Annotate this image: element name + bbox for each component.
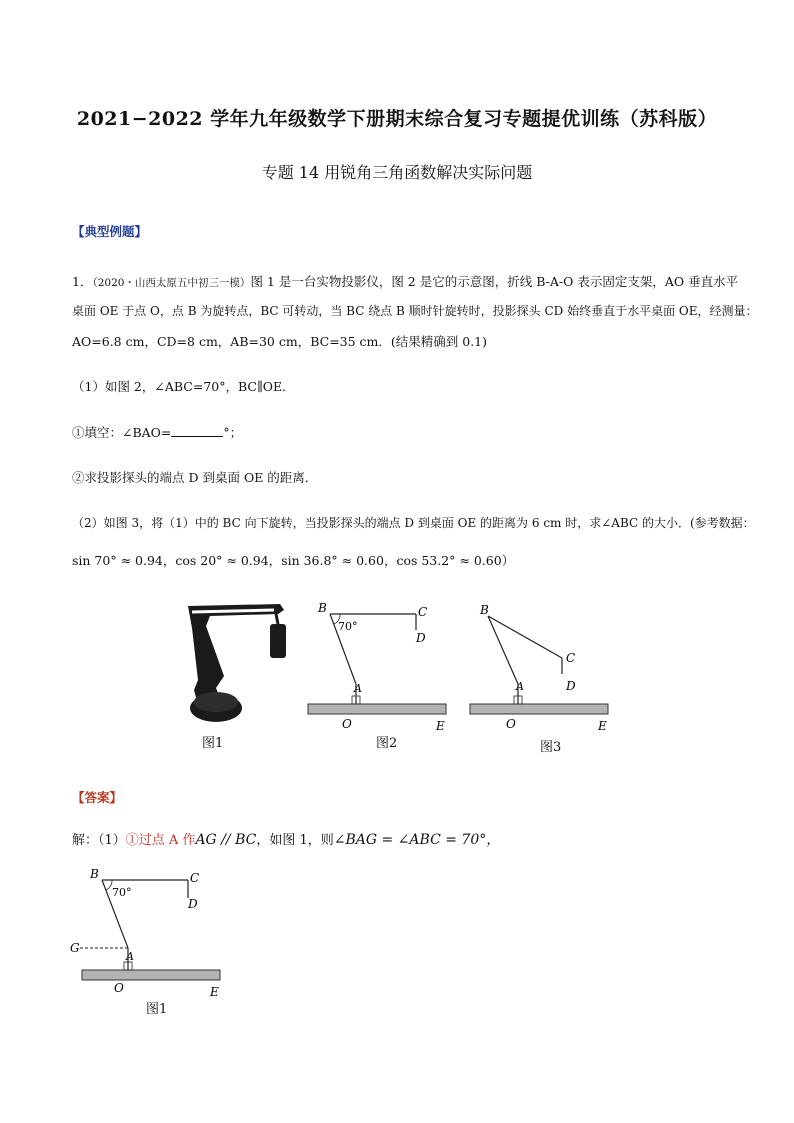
solution-figure-diagram [66, 862, 236, 1002]
projector-base-top [194, 692, 238, 712]
label-B: B [318, 601, 327, 615]
fill-blank-line [72, 424, 242, 442]
solution-prefix: 解：（1） [72, 833, 126, 848]
segment-BC [488, 616, 562, 658]
label-C: C [190, 871, 200, 885]
section-example-header: 【典型例题】 [72, 224, 148, 239]
label-C: C [566, 651, 576, 665]
label-G: G [70, 941, 80, 955]
segment-AB [488, 616, 518, 684]
label-E: E [436, 719, 445, 733]
solution-formula-1: AG // BC [195, 832, 257, 848]
figure-1-caption: 图1 [202, 736, 224, 751]
problem-line-3: AO=6.8 cm，CD=8 cm，AB=30 cm，BC=35 cm．(结果精确到 0.1) [72, 334, 488, 349]
label-B: B [90, 867, 99, 881]
problem-line-2: 桌面 OE 于点 O，点 B 为旋转点，BC 可转动，当 BC 绕点 B 顺时针旋转时，投影探头 CD 始终垂直于水平桌面 OE，经测量： [72, 304, 758, 318]
label-O: O [114, 981, 124, 995]
solution-red-text: ①过点 A 作 [125, 833, 196, 848]
figure-2-caption: 图2 [376, 736, 398, 751]
label-A: A [516, 680, 524, 693]
answer-blank [171, 424, 223, 437]
figure-1-projector-photo [180, 598, 290, 748]
problem-text-1: 图 1 是一台实物投影仪，图 2 是它的示意图，折线 B-A-O 表示固定支架，AO 垂直水平 [250, 274, 739, 289]
solution-line [72, 831, 500, 850]
part2-line-2: sin 70° ≈ 0.94，cos 20° ≈ 0.94，sin 36.8° ≈ 0.60，cos 53.2° ≈ 0.60） [72, 553, 515, 568]
label-B: B [480, 603, 489, 617]
projector-head-icon [270, 624, 286, 658]
section-answer-header: 【答案】 [72, 790, 123, 805]
angle-label: 70° [338, 620, 358, 633]
angle-label: 70° [112, 886, 132, 899]
projector-arm-highlight [192, 610, 274, 612]
projector-neck [276, 614, 278, 624]
solution-mid: ，如图 1，则 [256, 833, 334, 848]
label-O: O [342, 717, 352, 731]
label-E: E [210, 985, 219, 999]
problem-number: 1． [72, 274, 93, 289]
part1-text: （1）如图 2，∠ABC=70°，BC∥OE． [72, 379, 295, 394]
label-A: A [354, 682, 362, 695]
label-D: D [188, 897, 198, 911]
label-D: D [416, 631, 426, 645]
solution-figure-caption: 图1 [146, 1002, 168, 1017]
desk-surface [470, 704, 608, 714]
desk-surface [82, 970, 220, 980]
part2-line-1: （2）如图 3，将（1）中的 BC 向下旋转，当投影探头的端点 D 到桌面 OE 的距离为 6 cm 时，求∠ABC 的大小．(参考数据： [72, 516, 755, 530]
problem-source: （2020・山西太原五中初三一模） [92, 277, 251, 289]
document-subtitle: 专题 14 用锐角三角函数解决实际问题 [261, 163, 533, 182]
question-2-text: ②求投影探头的端点 D 到桌面 OE 的距离． [72, 470, 318, 485]
label-A: A [126, 950, 134, 963]
problem-line-1 [72, 273, 738, 292]
solution-formula-2: ∠BAG = ∠ABC = 70°， [333, 832, 501, 848]
desk-surface [308, 704, 446, 714]
label-C: C [418, 605, 428, 619]
fill-suffix: °； [223, 425, 243, 440]
figure-3-caption: 图3 [540, 740, 562, 755]
fill-prefix: ①填空：∠BAO= [72, 425, 172, 440]
figure-2-diagram [300, 596, 460, 736]
label-D: D [566, 679, 576, 693]
figure-3-diagram [462, 596, 622, 736]
label-E: E [598, 719, 607, 733]
document-title: 2021−2022 学年九年级数学下册期末综合复习专题提优训练（苏科版） [76, 108, 718, 130]
label-O: O [506, 717, 516, 731]
